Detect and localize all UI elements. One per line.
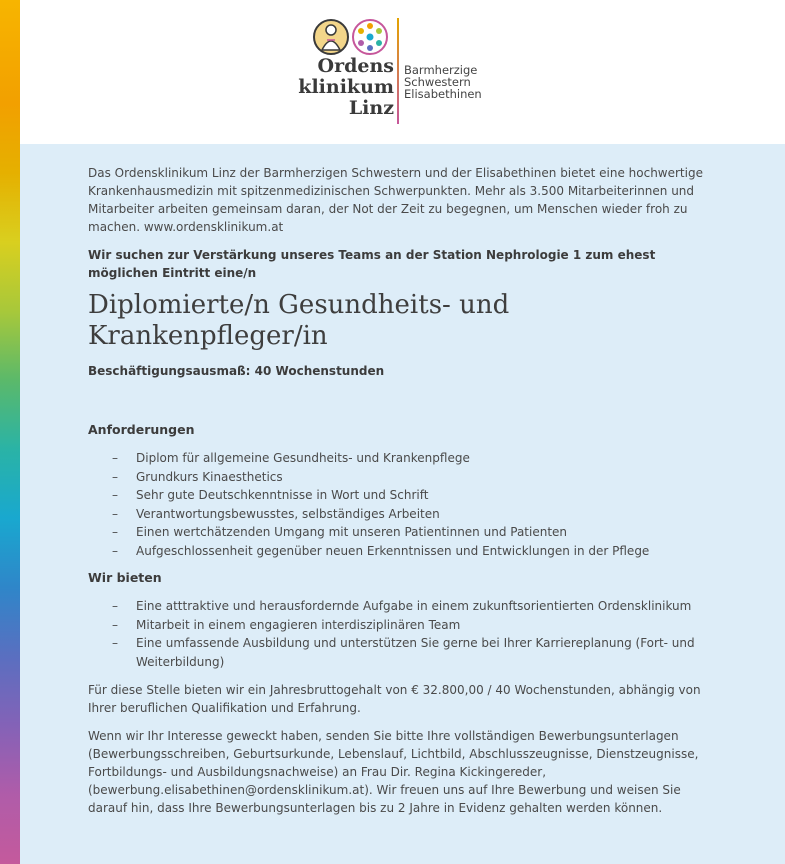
job-ad-content (20, 144, 785, 864)
brand-subtitle-line-3: Elisabethinen (404, 87, 482, 101)
brand-name-line-3: Linz (348, 97, 394, 119)
list-item (88, 542, 703, 561)
offer-list (88, 597, 703, 671)
bullet-dash: – (112, 488, 118, 502)
offer-heading: Wir bieten (88, 570, 162, 585)
list-item (88, 597, 703, 616)
bullet-dash: – (112, 469, 118, 484)
list-item (88, 486, 703, 505)
job-title-line-1: Diplomierte/n Gesundheits- und (88, 290, 510, 320)
ordensklinikum-logo[interactable] (288, 16, 498, 126)
list-item-text: Sehr gute Deutschkenntnisse in Wort und Schrift (136, 488, 429, 502)
list-item (88, 523, 703, 542)
list-item-text: Einen wertchätzenden Umgang mit unseren Patientinnen und Patienten (136, 525, 568, 539)
brand-name-line-2: klinikum (298, 76, 394, 98)
bullet-dash: – (112, 525, 118, 539)
bullet-dash: – (112, 506, 118, 521)
brand-subtitle-line-1: Barmherzige (404, 63, 478, 77)
list-item-text: Aufgeschlossenheit gegenüber neuen Erkenntnissen und Entwicklungen in der Pflege (136, 543, 650, 558)
salary-paragraph: Für diese Stelle bieten wir ein Jahresbruttogehalt von € 32.800,00 / 40 Wochenstunden, abhängig von Ihrer beruflichen Qualifikation und Erfahrung. (88, 683, 701, 715)
brand-divider (397, 18, 399, 124)
brand-subtitle (404, 64, 482, 100)
list-item (88, 505, 703, 524)
list-item (88, 449, 703, 468)
list-item-text: Grundkurs Kinaesthetics (136, 469, 283, 484)
requirements-heading: Anforderungen (88, 422, 195, 437)
list-item (88, 468, 703, 487)
bullet-dash: – (112, 617, 118, 632)
list-item-text: Mitarbeit in einem engagieren interdisziplinären Team (136, 617, 461, 632)
lead-paragraph: Wir suchen zur Verstärkung unseres Teams an der Station Nephrologie 1 zum ehest möglichen Eintritt eine/n (88, 248, 656, 280)
brand-subtitle-line-2: Schwestern (404, 75, 471, 89)
list-item (88, 616, 703, 635)
list-item (88, 634, 703, 671)
header (20, 0, 785, 144)
colorful-dots-emblem-icon (353, 20, 387, 54)
job-ad-body (88, 164, 703, 817)
logo-emblem-icons (313, 18, 395, 58)
requirements-list (88, 449, 703, 560)
list-item-text: Diplom für allgemeine Gesundheits- und Krankenpflege (136, 451, 470, 465)
bullet-dash: – (112, 599, 118, 613)
list-item-text: Eine umfassende Ausbildung und unterstützen Sie gerne bei Ihrer Karriereplanung (Fort- und Weiterbildung) (136, 636, 695, 669)
elisabeth-emblem-icon (314, 20, 348, 54)
bullet-dash: – (112, 543, 118, 558)
list-item-text: Verantwortungsbewusstes, selbständiges Arbeiten (136, 506, 440, 521)
job-title (88, 290, 703, 352)
intro-paragraph: Das Ordensklinikum Linz der Barmherzigen Schwestern und der Elisabethinen bietet eine hochwertige Krankenhausmedizin mit spitzenmedizinischen Schwerpunkten. Mehr als 3.500 Mitarbeiterinnen und Mitarbeiter arbeiten gemeinsam daran, der Not der Zeit zu begegnen, um Menschen wieder froh zu machen. www.ordensklinikum.at (88, 166, 703, 234)
employment-scope: Beschäftigungsausmaß: 40 Wochenstunden (88, 364, 385, 378)
job-title-line-2: Krankenpfleger/in (88, 321, 328, 351)
brand-name (298, 56, 394, 119)
application-paragraph: Wenn wir Ihr Interesse geweckt haben, senden Sie bitte Ihre vollständigen Bewerbungsunterlagen (Bewerbungsschreiben, Geburtsurkunde, Lebenslauf, Lichtbild, Abschlusszeugnisse, Dienstzeugnisse, Fortbildungs- und Ausbildungsnachweise) an Frau Dir. Regina Kickingereder, (bewerbung.elisabethinen@ordensklinikum.at). Wir freuen uns auf Ihre Bewerbung und weisen Sie darauf hin, dass Ihre Bewerbungsunterlagen bis zu 2 Jahre in Evidenz gehalten werden können. (88, 729, 699, 815)
list-item-text: Eine atttraktive und herausfordernde Aufgabe in einem zukunftsorientierten Ordensklinikum (136, 599, 692, 613)
brand-name-line-1: Ordens (317, 55, 394, 77)
rainbow-side-stripe (0, 0, 20, 864)
bullet-dash: – (112, 636, 118, 650)
bullet-dash: – (112, 451, 118, 465)
